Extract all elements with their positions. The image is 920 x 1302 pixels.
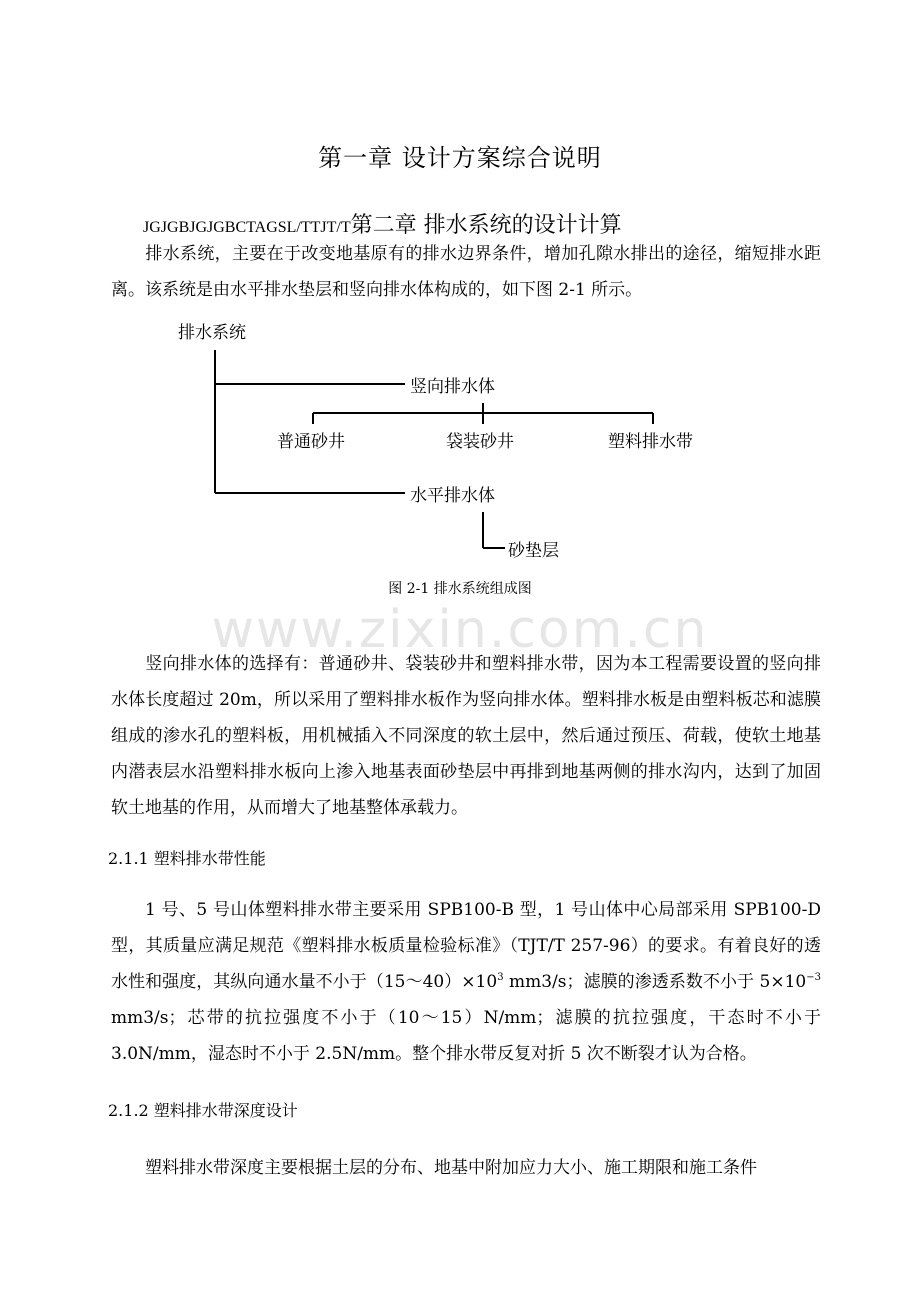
diagram-root-label: 排水系统 <box>178 323 246 343</box>
section-2-1-2-heading: 2.1.2 塑料排水带深度设计 <box>108 1101 298 1120</box>
section-2-1-2-paragraph: 塑料排水带深度主要根据土层的分布、地基中附加应力大小、施工期限和施工条件 <box>145 1158 757 1178</box>
diagram-child-plastic-drain-belt: 塑料排水带 <box>608 432 693 452</box>
exponent-minus-3: −3 <box>806 972 821 983</box>
diagram-sand-cushion-label: 砂垫层 <box>508 541 559 561</box>
exponent-3: 3 <box>497 972 504 983</box>
figure-caption: 图 2-1 排水系统组成图 <box>388 581 532 597</box>
watermark: www.zixin.com.cn <box>211 600 709 660</box>
diagram-horizontal-label: 水平排水体 <box>410 486 495 506</box>
diagram-child-bagged-sand-well: 袋装砂井 <box>446 432 514 452</box>
section-2-1-1-paragraph: 1 号、5 号山体塑料排水带主要采用 SPB100-B 型，1 号山体中心局部采用 SPB100-D 型，其质量应满足规范《塑料排水板质量检验标准》（TJT/T 257-96）的要求。有着良好的透水性和强度，其纵向通水量不小于$(15\sim 40)\times 10^3$ mm3/s；滤膜的渗透系数不小于 $5\times 10^{-3}$ mm3/s；芯带的抗拉强度不小于（10～15）N/mm；滤膜的抗拉强度，干态时不小于 3.0N/mm，湿态时不小于 2.5N/mm。整个排水带反复对折 5 次不断裂才认为合格。 <box>111 900 821 1064</box>
section-2-1-1-heading: 2.1.1 塑料排水带性能 <box>108 849 266 868</box>
vertical-drain-paragraph: 竖向排水体的选择有：普通砂井、袋装砂井和塑料排水带，因为本工程需要设置的竖向排水体长度超过 20m，所以采用了塑料排水板作为竖向排水体。塑料排水板是由塑料板芯和滤膜组成的渗水孔的塑料板，用机械插入不同深度的软土层中，然后通过预压、荷载，使软土地基内潜表层水沿塑料排水板向上渗入地基表面砂垫层中再排到地基两侧的排水沟内，达到了加固软土地基的作用，从而增大了地基整体承载力。 <box>111 654 821 818</box>
diagram-child-plain-sand-well: 普通砂井 <box>277 432 345 452</box>
chapter2-title: 第二章 排水系统的设计计算 <box>350 213 622 238</box>
chapter1-title: 第一章 设计方案综合说明 <box>318 144 602 172</box>
diagram-vertical-label: 竖向排水体 <box>410 377 495 397</box>
chapter2-prefix: JGJGBJGJGBCTAGSL/TTJT/T <box>143 219 351 236</box>
intro-paragraph: 排水系统，主要在于改变地基原有的排水边界条件，增加孔隙水排出的途径，缩短排水距离。该系统是由水平排水垫层和竖向排水体构成的，如下图 2-1 所示。 <box>111 244 821 300</box>
